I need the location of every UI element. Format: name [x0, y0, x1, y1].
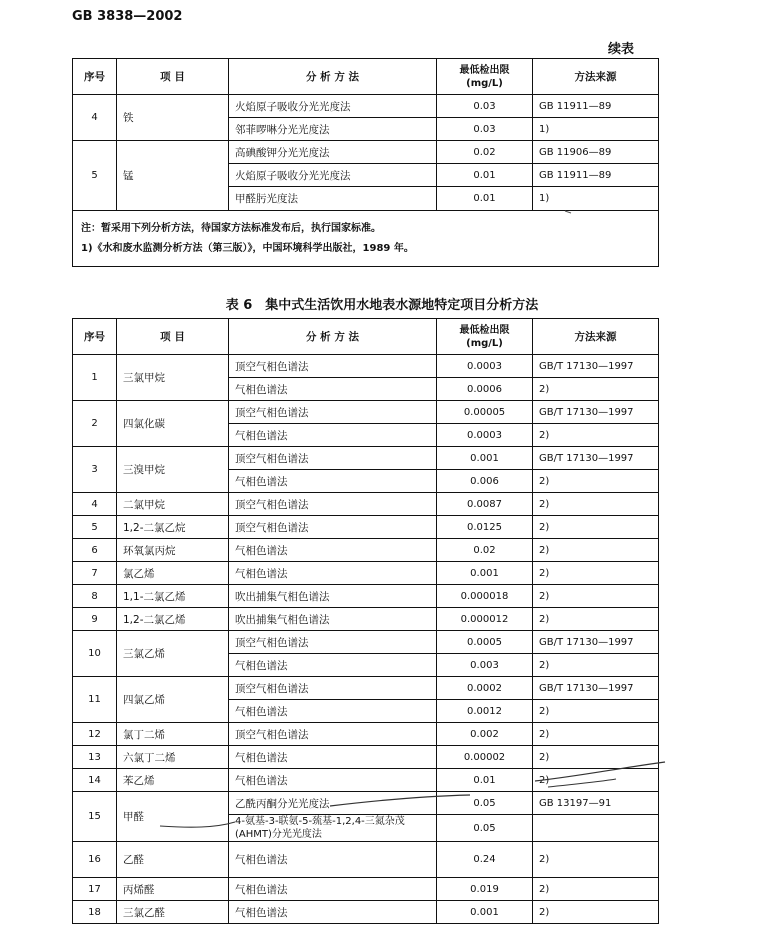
cell-source: GB/T 17130—1997 — [533, 355, 659, 378]
cell-limit: 0.0005 — [437, 631, 533, 654]
table-continued — [72, 58, 659, 267]
cell-limit: 0.24 — [437, 842, 533, 878]
cell-no: 8 — [73, 585, 117, 608]
cell-method: 气相色谱法 — [229, 470, 437, 493]
cell-limit: 0.05 — [437, 792, 533, 815]
cell-no: 7 — [73, 562, 117, 585]
table-6-title: 表 6 集中式生活饮用水地表水源地特定项目分析方法 — [225, 298, 539, 313]
col-header-item: 项 目 — [117, 59, 229, 95]
cell-source: 2) — [533, 878, 659, 901]
cell-item: 环氧氯丙烷 — [117, 539, 229, 562]
cell-source: 2) — [533, 746, 659, 769]
table-row — [73, 746, 659, 769]
cell-source: GB 13197—91 — [533, 792, 659, 815]
cell-source: 2) — [533, 608, 659, 631]
cell-no: 17 — [73, 878, 117, 901]
cell-item: 氯丁二烯 — [117, 723, 229, 746]
cell-method: 气相色谱法 — [229, 654, 437, 677]
cell-source: 2) — [533, 654, 659, 677]
cell-source: 2) — [533, 769, 659, 792]
table-row — [73, 842, 659, 878]
cell-no: 10 — [73, 631, 117, 677]
cell-source: GB/T 17130—1997 — [533, 631, 659, 654]
continued-label: 续表 — [608, 42, 635, 57]
cell-no: 4 — [73, 493, 117, 516]
cell-source: 2) — [533, 378, 659, 401]
cell-source: 1) — [533, 187, 659, 211]
cell-source: 2) — [533, 700, 659, 723]
cell-source: 1) — [533, 118, 659, 141]
cell-method: 邻菲啰啉分光光度法 — [229, 118, 437, 141]
cell-limit: 0.006 — [437, 470, 533, 493]
cell-limit: 0.02 — [437, 539, 533, 562]
cell-method: 顶空气相色谱法 — [229, 401, 437, 424]
cell-item: 乙醛 — [117, 842, 229, 878]
cell-no: 5 — [73, 516, 117, 539]
cell-source: 2) — [533, 493, 659, 516]
col-header-no: 序号 — [73, 319, 117, 355]
document-id: GB 3838—2002 — [72, 9, 183, 24]
cell-limit: 0.03 — [437, 95, 533, 118]
cell-method: 顶空气相色谱法 — [229, 447, 437, 470]
cell-no: 2 — [73, 401, 117, 447]
cell-item: 二氯甲烷 — [117, 493, 229, 516]
cell-limit: 0.00005 — [437, 401, 533, 424]
table-row — [73, 539, 659, 562]
col-header-source: 方法来源 — [533, 319, 659, 355]
cell-no: 1 — [73, 355, 117, 401]
table-row — [73, 141, 659, 164]
table-row — [73, 493, 659, 516]
note-line-1: 注：暂采用下列分析方法，待国家方法标准发布后，执行国家标准。 — [81, 222, 381, 234]
cell-no: 13 — [73, 746, 117, 769]
cell-limit: 0.001 — [437, 562, 533, 585]
cell-no: 5 — [73, 141, 117, 211]
cell-limit: 0.0006 — [437, 378, 533, 401]
col-header-item: 项 目 — [117, 319, 229, 355]
cell-item: 1,2-二氯乙烷 — [117, 516, 229, 539]
cell-method: 气相色谱法 — [229, 424, 437, 447]
cell-limit: 0.01 — [437, 769, 533, 792]
cell-no: 18 — [73, 901, 117, 924]
table-note — [73, 211, 659, 267]
cell-source: 2) — [533, 585, 659, 608]
cell-source: 2) — [533, 516, 659, 539]
cell-method: 高碘酸钾分光光度法 — [229, 141, 437, 164]
cell-item: 氯乙烯 — [117, 562, 229, 585]
cell-limit: 0.0003 — [437, 355, 533, 378]
col-header-source: 方法来源 — [533, 59, 659, 95]
col-header-method: 分 析 方 法 — [229, 319, 437, 355]
cell-item: 1,2-二氯乙烯 — [117, 608, 229, 631]
cell-method: 顶空气相色谱法 — [229, 355, 437, 378]
cell-item: 三氯甲烷 — [117, 355, 229, 401]
cell-method: 4-氨基-3-联氨-5-巯基-1,2,4-三氮杂茂(AHMT)分光光度法 — [229, 815, 437, 842]
col-header-no: 序号 — [73, 59, 117, 95]
cell-limit: 0.003 — [437, 654, 533, 677]
cell-no: 9 — [73, 608, 117, 631]
cell-limit: 0.01 — [437, 187, 533, 211]
cell-method: 气相色谱法 — [229, 562, 437, 585]
cell-source: GB 11911—89 — [533, 95, 659, 118]
cell-no: 4 — [73, 95, 117, 141]
cell-no: 11 — [73, 677, 117, 723]
table-header-row — [73, 319, 659, 355]
cell-item: 四氯乙烯 — [117, 677, 229, 723]
cell-method: 气相色谱法 — [229, 539, 437, 562]
cell-source: GB/T 17130—1997 — [533, 447, 659, 470]
cell-no: 16 — [73, 842, 117, 878]
cell-no: 3 — [73, 447, 117, 493]
cell-limit: 0.05 — [437, 815, 533, 842]
cell-source: 2) — [533, 470, 659, 493]
cell-source: 2) — [533, 539, 659, 562]
cell-method: 气相色谱法 — [229, 700, 437, 723]
cell-limit: 0.001 — [437, 447, 533, 470]
cell-limit: 0.019 — [437, 878, 533, 901]
cell-limit: 0.00002 — [437, 746, 533, 769]
cell-item: 苯乙烯 — [117, 769, 229, 792]
cell-item: 铁 — [117, 95, 229, 141]
cell-source: 2) — [533, 901, 659, 924]
cell-limit: 0.001 — [437, 901, 533, 924]
cell-source: 2) — [533, 562, 659, 585]
cell-source: GB/T 17130—1997 — [533, 677, 659, 700]
cell-method: 火焰原子吸收分光光度法 — [229, 95, 437, 118]
table-row — [73, 516, 659, 539]
cell-item: 六氯丁二烯 — [117, 746, 229, 769]
table-row — [73, 901, 659, 924]
cell-no: 6 — [73, 539, 117, 562]
col-header-limit: 最低检出限 (mg/L) — [437, 319, 533, 355]
cell-limit: 0.03 — [437, 118, 533, 141]
cell-limit: 0.0003 — [437, 424, 533, 447]
table-row — [73, 447, 659, 470]
cell-item: 三氯乙醛 — [117, 901, 229, 924]
table-row — [73, 95, 659, 118]
table-row — [73, 355, 659, 378]
table-header-row — [73, 59, 659, 95]
cell-method: 气相色谱法 — [229, 878, 437, 901]
cell-limit: 0.002 — [437, 723, 533, 746]
cell-limit: 0.000018 — [437, 585, 533, 608]
table-row — [73, 769, 659, 792]
cell-source: 2) — [533, 723, 659, 746]
cell-method: 乙酰丙酮分光光度法 — [229, 792, 437, 815]
cell-method: 顶空气相色谱法 — [229, 631, 437, 654]
cell-limit: 0.01 — [437, 164, 533, 187]
cell-source — [533, 815, 659, 842]
table-row — [73, 723, 659, 746]
cell-method: 气相色谱法 — [229, 378, 437, 401]
cell-method: 吹出捕集气相色谱法 — [229, 585, 437, 608]
cell-source: 2) — [533, 842, 659, 878]
cell-method: 气相色谱法 — [229, 746, 437, 769]
table-row — [73, 585, 659, 608]
table-row — [73, 792, 659, 815]
cell-item: 丙烯醛 — [117, 878, 229, 901]
cell-limit: 0.0012 — [437, 700, 533, 723]
cell-item: 甲醛 — [117, 792, 229, 842]
table-row — [73, 677, 659, 700]
cell-method: 甲醛肟光度法 — [229, 187, 437, 211]
cell-method: 气相色谱法 — [229, 769, 437, 792]
cell-source: GB 11911—89 — [533, 164, 659, 187]
cell-method: 顶空气相色谱法 — [229, 723, 437, 746]
cell-item: 四氯化碳 — [117, 401, 229, 447]
cell-no: 12 — [73, 723, 117, 746]
cell-source: GB/T 17130—1997 — [533, 401, 659, 424]
cell-no: 15 — [73, 792, 117, 842]
cell-method: 顶空气相色谱法 — [229, 677, 437, 700]
table-row — [73, 401, 659, 424]
table-6 — [72, 318, 659, 924]
cell-item: 三溴甲烷 — [117, 447, 229, 493]
table-row — [73, 608, 659, 631]
cell-no: 14 — [73, 769, 117, 792]
cell-limit: 0.000012 — [437, 608, 533, 631]
cell-method: 气相色谱法 — [229, 842, 437, 878]
cell-source: 2) — [533, 424, 659, 447]
cell-source: GB 11906—89 — [533, 141, 659, 164]
cell-method: 火焰原子吸收分光光度法 — [229, 164, 437, 187]
note-line-2: 1)《水和废水监测分析方法（第三版）》，中国环境科学出版社，1989 年。 — [81, 242, 414, 254]
cell-limit: 0.0002 — [437, 677, 533, 700]
cell-item: 锰 — [117, 141, 229, 211]
col-header-method: 分 析 方 法 — [229, 59, 437, 95]
cell-limit: 0.0087 — [437, 493, 533, 516]
cell-method: 顶空气相色谱法 — [229, 493, 437, 516]
cell-item: 1,1-二氯乙烯 — [117, 585, 229, 608]
col-header-limit: 最低检出限 (mg/L) — [437, 59, 533, 95]
cell-limit: 0.0125 — [437, 516, 533, 539]
cell-item: 三氯乙烯 — [117, 631, 229, 677]
table-row — [73, 562, 659, 585]
table-row — [73, 631, 659, 654]
cell-method: 顶空气相色谱法 — [229, 516, 437, 539]
table-row — [73, 878, 659, 901]
cell-limit: 0.02 — [437, 141, 533, 164]
cell-method: 气相色谱法 — [229, 901, 437, 924]
cell-method: 吹出捕集气相色谱法 — [229, 608, 437, 631]
